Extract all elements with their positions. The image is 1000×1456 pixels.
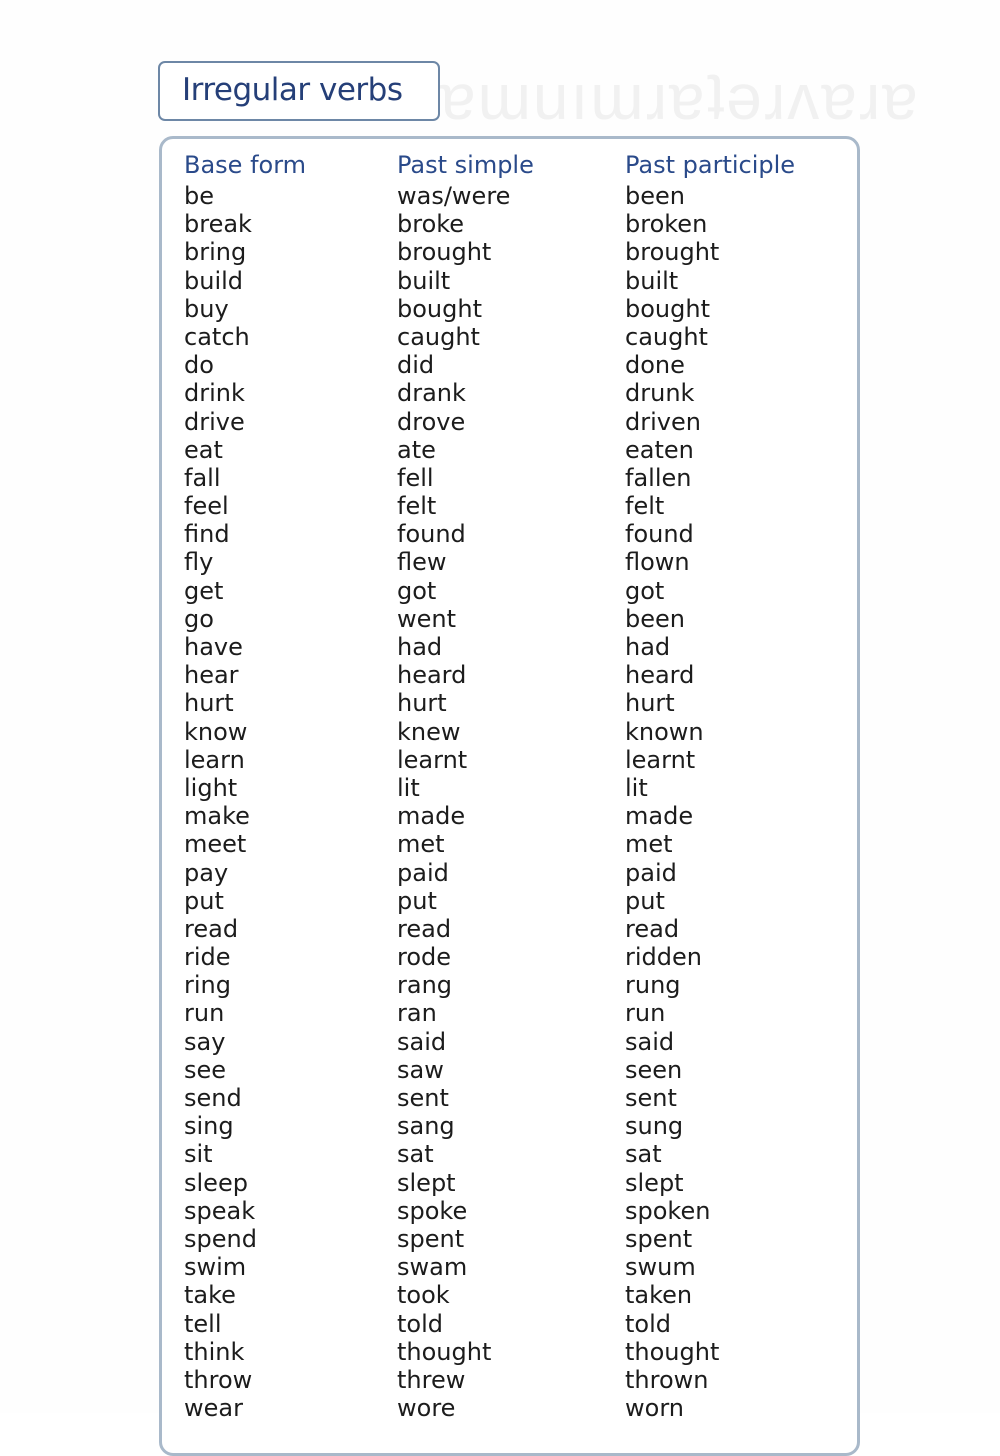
base-form-cell: be: [184, 182, 214, 210]
base-form-cell: speak: [184, 1196, 256, 1225]
past-simple-cell: hurt: [397, 689, 447, 718]
past-participle-cell: heard: [625, 661, 695, 690]
past-participle-cell: got: [625, 576, 665, 605]
past-simple-cell: got: [397, 576, 437, 605]
past-participle-cell: spent: [625, 1224, 693, 1253]
base-form-cell: send: [184, 1084, 242, 1112]
base-form-cell: hear: [184, 661, 239, 690]
base-form-cell: spend: [184, 1224, 257, 1253]
past-simple-cell: spoke: [397, 1196, 468, 1225]
past-participle-cell: seen: [625, 1055, 683, 1084]
past-simple-cell: broke: [397, 210, 465, 239]
base-form-cell: drive: [184, 407, 245, 436]
past-simple-cell: caught: [397, 322, 480, 351]
past-participle-cell: taken: [625, 1281, 693, 1310]
past-simple-cell: sat: [397, 1140, 434, 1169]
past-participle-cell: found: [625, 520, 694, 549]
base-form-cell: bring: [184, 238, 247, 267]
past-simple-cell: heard: [397, 661, 467, 690]
past-participle-cell: put: [625, 886, 665, 915]
past-participle-cell: hurt: [625, 689, 675, 718]
past-simple-cell: lit: [397, 773, 420, 802]
past-participle-cell: eaten: [625, 435, 694, 464]
past-simple-cell: wore: [397, 1394, 456, 1423]
past-participle-cell: made: [625, 802, 694, 831]
past-participle-cell: sent: [625, 1084, 677, 1112]
past-participle-cell: drunk: [625, 379, 695, 408]
past-participle-cell: ridden: [625, 943, 702, 972]
past-simple-cell: fell: [397, 463, 434, 492]
past-participle-cell: had: [625, 633, 671, 661]
base-form-cell: ring: [184, 971, 231, 1000]
past-simple-cell: ate: [397, 435, 436, 464]
past-simple-cell: swam: [397, 1253, 468, 1282]
past-participle-cell: felt: [625, 492, 665, 521]
base-form-cell: make: [184, 802, 250, 831]
past-participle-cell: done: [625, 351, 685, 380]
past-simple-cell: told: [397, 1309, 443, 1338]
base-form-cell: take: [184, 1281, 236, 1310]
past-simple-cell: thought: [397, 1337, 492, 1366]
past-participle-cell: swum: [625, 1253, 696, 1282]
base-form-cell: sit: [184, 1140, 213, 1169]
past-simple-cell: threw: [397, 1365, 466, 1394]
base-form-cell: sleep: [184, 1168, 248, 1197]
base-form-cell: feel: [184, 492, 229, 521]
base-form-cell: get: [184, 576, 224, 605]
past-participle-cell: sat: [625, 1140, 662, 1169]
base-form-cell: hurt: [184, 689, 234, 718]
past-simple-cell: saw: [397, 1055, 444, 1084]
past-participle-cell: bought: [625, 294, 710, 323]
past-participle-cell: been: [625, 182, 685, 210]
past-participle-cell: sung: [625, 1112, 684, 1141]
past-simple-cell: found: [397, 520, 466, 549]
base-form-cell: sing: [184, 1112, 234, 1141]
base-form-header: Base form: [184, 151, 307, 179]
past-simple-cell: did: [397, 351, 435, 380]
past-participle-cell: spoken: [625, 1196, 711, 1225]
past-simple-cell: put: [397, 886, 437, 915]
show-through-texture: ɐɯuıɯɹɐʇǝɹʌɐɹɐ: [440, 61, 920, 133]
base-form-cell: go: [184, 604, 214, 633]
past-simple-cell: took: [397, 1281, 450, 1310]
past-simple-cell: flew: [397, 548, 447, 577]
past-participle-cell: read: [625, 914, 680, 943]
base-form-cell: run: [184, 999, 225, 1028]
past-participle-cell: driven: [625, 407, 701, 436]
past-simple-cell: drank: [397, 379, 466, 408]
past-simple-cell: spent: [397, 1224, 465, 1253]
base-form-cell: read: [184, 914, 239, 943]
base-form-cell: learn: [184, 745, 245, 774]
past-simple-column: [397, 148, 534, 1422]
base-form-cell: think: [184, 1337, 245, 1366]
past-simple-cell: drove: [397, 407, 466, 436]
past-simple-cell: slept: [397, 1168, 456, 1197]
base-form-cell: know: [184, 717, 248, 746]
past-simple-cell: bought: [397, 294, 482, 323]
past-simple-header: Past simple: [397, 151, 534, 179]
past-simple-cell: went: [397, 604, 457, 633]
past-participle-cell: worn: [625, 1394, 684, 1423]
past-participle-cell: been: [625, 604, 685, 633]
past-simple-cell: ran: [397, 999, 437, 1028]
past-participle-cell: caught: [625, 322, 708, 351]
base-form-cell: break: [184, 210, 252, 239]
base-form-cell: throw: [184, 1365, 253, 1394]
past-participle-cell: thrown: [625, 1365, 709, 1394]
past-participle-cell: met: [625, 830, 673, 859]
past-simple-cell: made: [397, 802, 466, 831]
base-form-cell: do: [184, 351, 214, 380]
past-participle-cell: paid: [625, 858, 677, 887]
base-form-cell: pay: [184, 858, 229, 887]
base-form-cell: catch: [184, 322, 250, 351]
past-participle-column: [625, 148, 795, 1422]
past-simple-cell: met: [397, 830, 445, 859]
base-form-cell: put: [184, 886, 224, 915]
page-title: Irregular verbs: [182, 72, 403, 108]
past-participle-cell: known: [625, 717, 704, 746]
past-simple-cell: learnt: [397, 745, 468, 774]
past-simple-cell: paid: [397, 858, 449, 887]
past-participle-cell: thought: [625, 1337, 720, 1366]
base-form-cell: buy: [184, 294, 229, 323]
base-form-cell: swim: [184, 1253, 247, 1282]
base-form-cell: wear: [184, 1394, 243, 1423]
base-form-cell: tell: [184, 1309, 222, 1338]
past-participle-cell: flown: [625, 548, 690, 577]
base-form-cell: build: [184, 266, 244, 295]
base-form-cell: drink: [184, 379, 245, 408]
base-form-cell: find: [184, 520, 230, 549]
past-participle-cell: brought: [625, 238, 720, 267]
past-participle-cell: lit: [625, 773, 648, 802]
base-form-cell: fall: [184, 463, 221, 492]
base-form-cell: light: [184, 773, 238, 802]
past-simple-cell: felt: [397, 492, 437, 521]
past-participle-cell: rung: [625, 971, 681, 1000]
past-simple-cell: knew: [397, 717, 461, 746]
base-form-cell: see: [184, 1055, 227, 1084]
past-simple-cell: rode: [397, 943, 452, 972]
past-participle-cell: said: [625, 1027, 675, 1056]
past-participle-cell: fallen: [625, 463, 692, 492]
past-simple-cell: was/were: [397, 182, 511, 210]
past-simple-cell: said: [397, 1027, 447, 1056]
past-participle-header: Past participle: [625, 151, 796, 179]
base-form-cell: fly: [184, 548, 214, 577]
past-simple-cell: sang: [397, 1112, 455, 1141]
base-form-cell: have: [184, 633, 243, 661]
base-form-cell: ride: [184, 943, 231, 972]
past-simple-cell: sent: [397, 1084, 449, 1112]
past-simple-cell: had: [397, 633, 443, 661]
past-participle-cell: learnt: [625, 745, 696, 774]
past-participle-cell: built: [625, 266, 679, 295]
base-form-column: [184, 148, 306, 1422]
past-simple-cell: read: [397, 914, 452, 943]
past-participle-cell: slept: [625, 1168, 684, 1197]
past-simple-cell: rang: [397, 971, 453, 1000]
past-participle-cell: run: [625, 999, 666, 1028]
base-form-cell: meet: [184, 830, 247, 859]
past-participle-cell: broken: [625, 210, 708, 239]
base-form-cell: eat: [184, 435, 223, 464]
past-participle-cell: told: [625, 1309, 671, 1338]
past-simple-cell: built: [397, 266, 451, 295]
past-simple-cell: brought: [397, 238, 492, 267]
title-box: [158, 61, 440, 121]
base-form-cell: say: [184, 1027, 226, 1056]
